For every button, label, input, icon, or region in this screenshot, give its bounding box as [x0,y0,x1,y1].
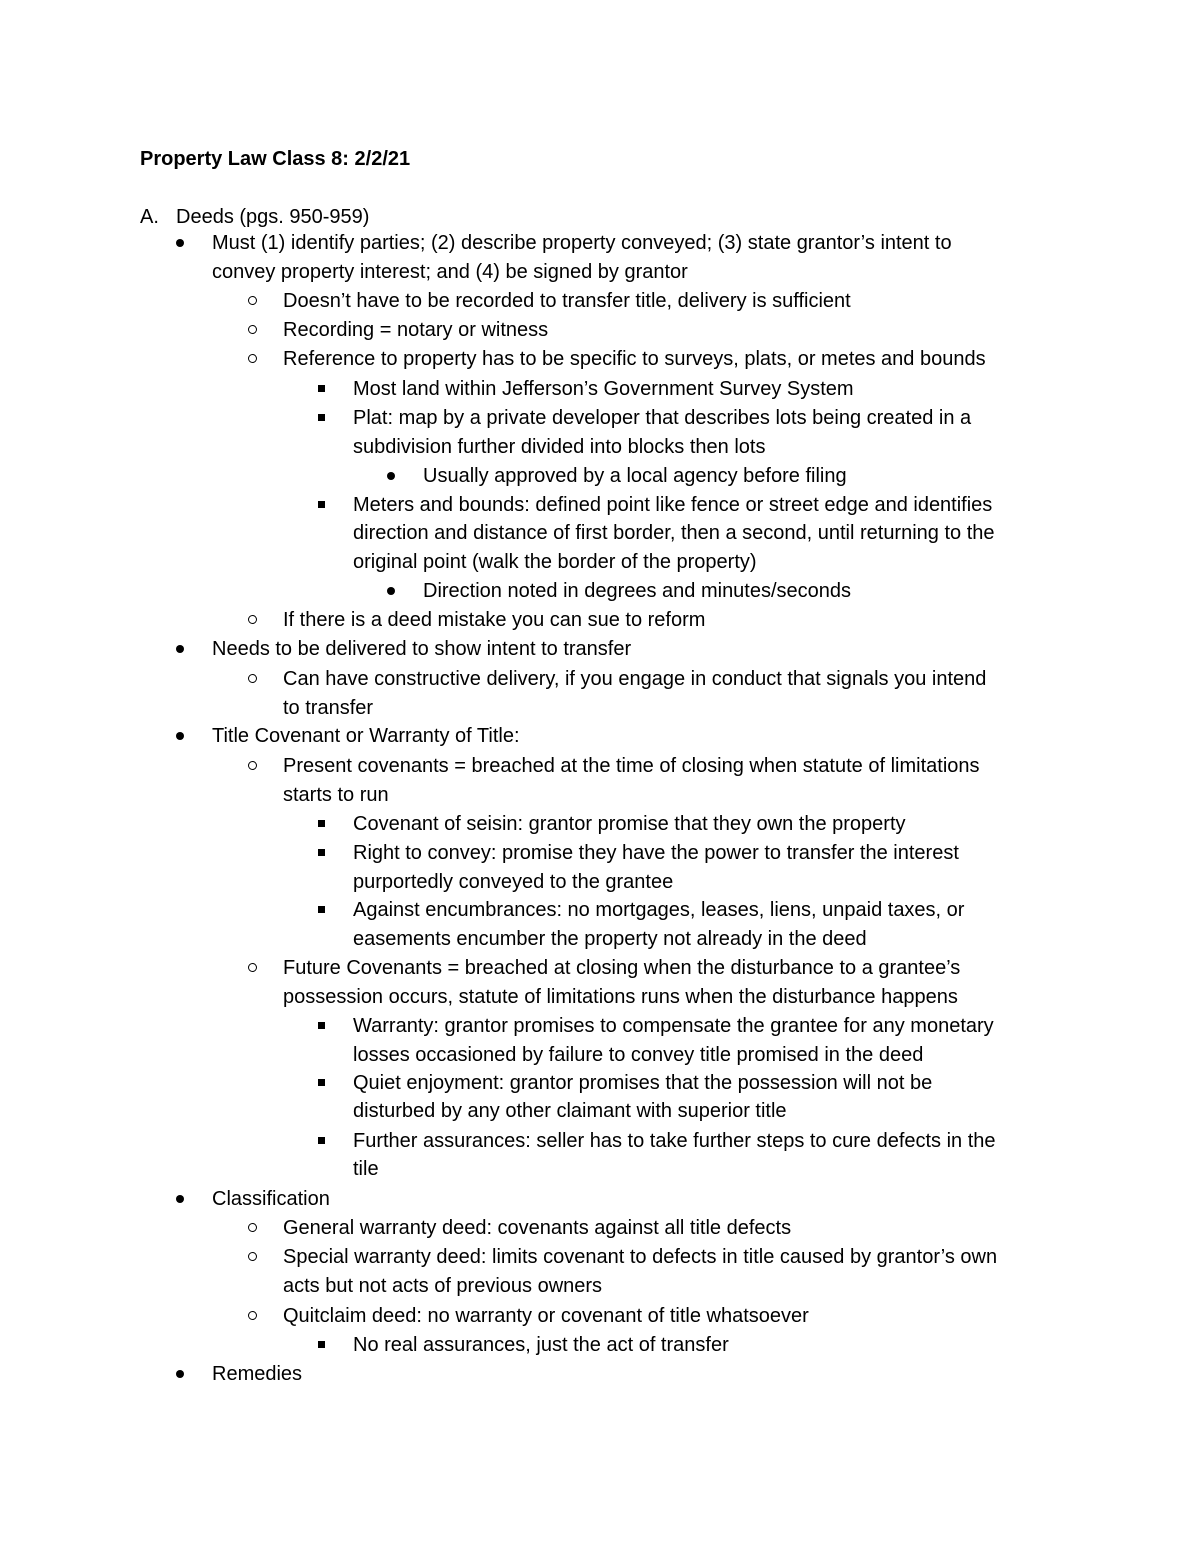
list-item: Quiet enjoyment: grantor promises that the possession will not be [353,1072,933,1094]
bullet-square-icon [318,385,325,392]
list-item-continuation: purportedly conveyed to the grantee [353,871,674,893]
bullet-dot-icon [176,645,184,653]
list-item: Needs to be delivered to show intent to transfer [212,638,632,660]
bullet-circle-icon [248,354,257,363]
list-item: Further assurances: seller has to take further steps to cure defects in the [353,1130,996,1152]
list-item: Most land within Jefferson’s Government Survey System [353,378,854,400]
bullet-square-icon [318,1341,325,1348]
bullet-circle-icon [248,296,257,305]
list-item: Warranty: grantor promises to compensate the grantee for any monetary [353,1015,994,1037]
list-item-continuation: losses occasioned by failure to convey title promised in the deed [353,1044,924,1066]
list-item: Classification [212,1188,330,1210]
bullet-dot-icon [387,472,395,480]
list-item: Right to convey: promise they have the power to transfer the interest [353,842,959,864]
list-item-continuation: subdivision further divided into blocks then lots [353,436,766,458]
list-item-continuation: disturbed by any other claimant with superior title [353,1100,787,1122]
list-item-continuation: original point (walk the border of the property) [353,551,757,573]
bullet-circle-icon [248,1311,257,1320]
list-item-continuation: tile [353,1158,379,1180]
list-item: Can have constructive delivery, if you engage in conduct that signals you intend [283,668,987,690]
list-item: Usually approved by a local agency before filing [423,465,847,487]
list-item: Plat: map by a private developer that describes lots being created in a [353,407,972,429]
bullet-circle-icon [248,1252,257,1261]
bullet-square-icon [318,1079,325,1086]
list-item: Future Covenants = breached at closing when the disturbance to a grantee’s [283,957,961,979]
list-item: Meters and bounds: defined point like fence or street edge and identifies [353,494,993,516]
document-title: Property Law Class 8: 2/2/21 [140,148,411,170]
bullet-square-icon [318,1022,325,1029]
list-item-continuation: direction and distance of first border, then a second, until returning to the [353,522,995,544]
list-item: Special warranty deed: limits covenant to defects in title caused by grantor’s own [283,1246,998,1268]
list-item: Remedies [212,1363,303,1385]
list-item: General warranty deed: covenants against all title defects [283,1217,792,1239]
bullet-circle-icon [248,615,257,624]
bullet-square-icon [318,414,325,421]
list-item: Must (1) identify parties; (2) describe property conveyed; (3) state grantor’s intent to [212,232,952,254]
list-item: Recording = notary or witness [283,319,549,341]
section-heading: Deeds (pgs. 950-959) [176,206,370,228]
list-item: No real assurances, just the act of transfer [353,1334,729,1356]
bullet-circle-icon [248,963,257,972]
bullet-dot-icon [387,587,395,595]
bullet-dot-icon [176,239,184,247]
bullet-square-icon [318,1137,325,1144]
list-item-continuation: acts but not acts of previous owners [283,1275,603,1297]
list-item: Direction noted in degrees and minutes/seconds [423,580,852,602]
bullet-square-icon [318,849,325,856]
bullet-circle-icon [248,674,257,683]
bullet-circle-icon [248,1223,257,1232]
list-item: Quitclaim deed: no warranty or covenant of title whatsoever [283,1305,809,1327]
list-item: Reference to property has to be specific to surveys, plats, or metes and bounds [283,348,986,370]
list-item: Present covenants = breached at the time of closing when statute of limitations [283,755,980,777]
bullet-square-icon [318,906,325,913]
list-item: Against encumbrances: no mortgages, leases, liens, unpaid taxes, or [353,899,965,921]
bullet-circle-icon [248,761,257,770]
bullet-circle-icon [248,325,257,334]
list-item-continuation: starts to run [283,784,389,806]
list-item-continuation: possession occurs, statute of limitations runs when the disturbance happens [283,986,958,1008]
bullet-dot-icon [176,1370,184,1378]
list-item-continuation: convey property interest; and (4) be signed by grantor [212,261,688,283]
bullet-dot-icon [176,732,184,740]
list-item: Covenant of seisin: grantor promise that they own the property [353,813,906,835]
list-item: If there is a deed mistake you can sue to reform [283,609,706,631]
section-marker: A. [140,206,159,228]
bullet-square-icon [318,820,325,827]
list-item-continuation: easements encumber the property not already in the deed [353,928,867,950]
bullet-square-icon [318,501,325,508]
list-item: Doesn’t have to be recorded to transfer title, delivery is sufficient [283,290,851,312]
bullet-dot-icon [176,1195,184,1203]
list-item: Title Covenant or Warranty of Title: [212,725,520,747]
list-item-continuation: to transfer [283,697,374,719]
